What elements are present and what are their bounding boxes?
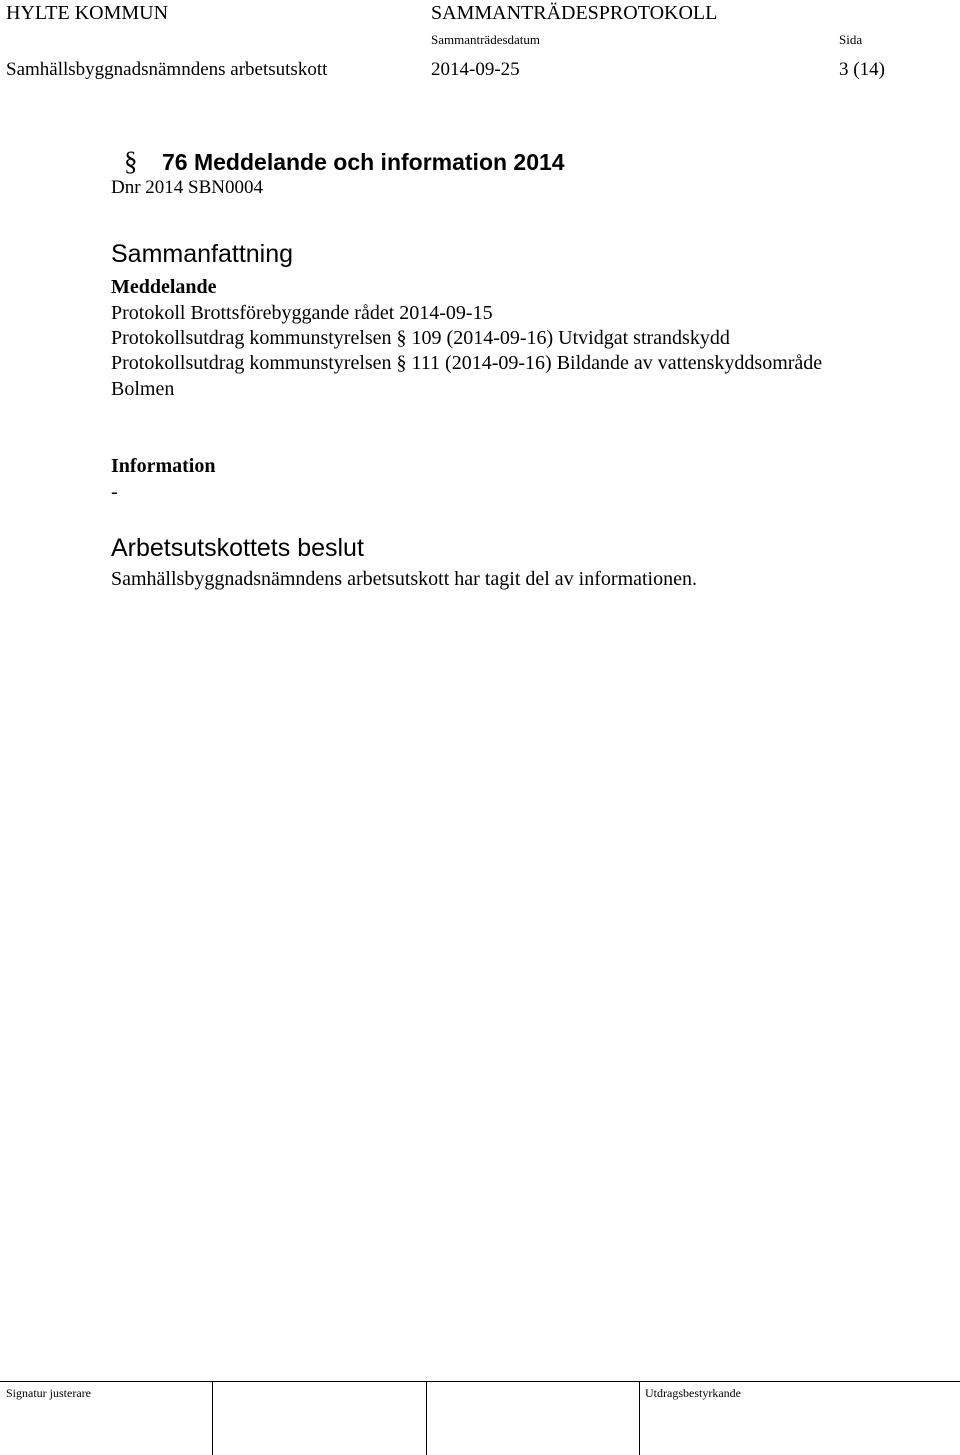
- signature-cell-divider: [426, 1382, 427, 1455]
- dnr-number: Dnr 2014 SBN0004: [111, 177, 264, 198]
- date-label: Sammanträdesdatum: [431, 32, 541, 47]
- summary-line: Protokollsutdrag kommunstyrelsen § 111 (2014-09-16) Bildande av vattenskyddsområde: [111, 352, 823, 374]
- section-title: [124, 146, 565, 177]
- page-label: Sida: [839, 32, 863, 47]
- document-type: SAMMANTRÄDESPROTOKOLL: [431, 2, 718, 24]
- decision-heading: Arbetsutskottets beslut: [111, 534, 364, 562]
- committee-name: Samhällsbyggnadsnämndens arbetsutskott: [6, 59, 328, 80]
- information-heading: Information: [111, 455, 216, 477]
- summary-line: Protokollsutdrag kommunstyrelsen § 109 (2014-09-16) Utvidgat strandskydd: [111, 327, 730, 349]
- section-title-text: 76 Meddelande och information 2014: [162, 149, 565, 175]
- organization-name: HYLTE KOMMUN: [6, 2, 169, 24]
- meeting-date: 2014-09-25: [431, 59, 520, 80]
- extract-label: Utdragsbestyrkande: [645, 1386, 741, 1400]
- signature-cell-divider: [212, 1382, 213, 1455]
- information-text: -: [111, 481, 118, 503]
- paragraph-symbol: §: [124, 146, 138, 176]
- signature-footer: [0, 1381, 960, 1455]
- decision-text: Samhällsbyggnadsnämndens arbetsutskott har tagit del av informationen.: [111, 568, 697, 590]
- signature-label: Signatur justerare: [6, 1386, 91, 1400]
- summary-line: Bolmen: [111, 378, 175, 400]
- extract-cell-divider: [639, 1382, 640, 1455]
- page-number: 3 (14): [839, 59, 885, 80]
- meddelande-heading: Meddelande: [111, 276, 217, 298]
- summary-line: Protokoll Brottsförebyggande rådet 2014-09-15: [111, 302, 493, 324]
- summary-heading: Sammanfattning: [111, 240, 294, 268]
